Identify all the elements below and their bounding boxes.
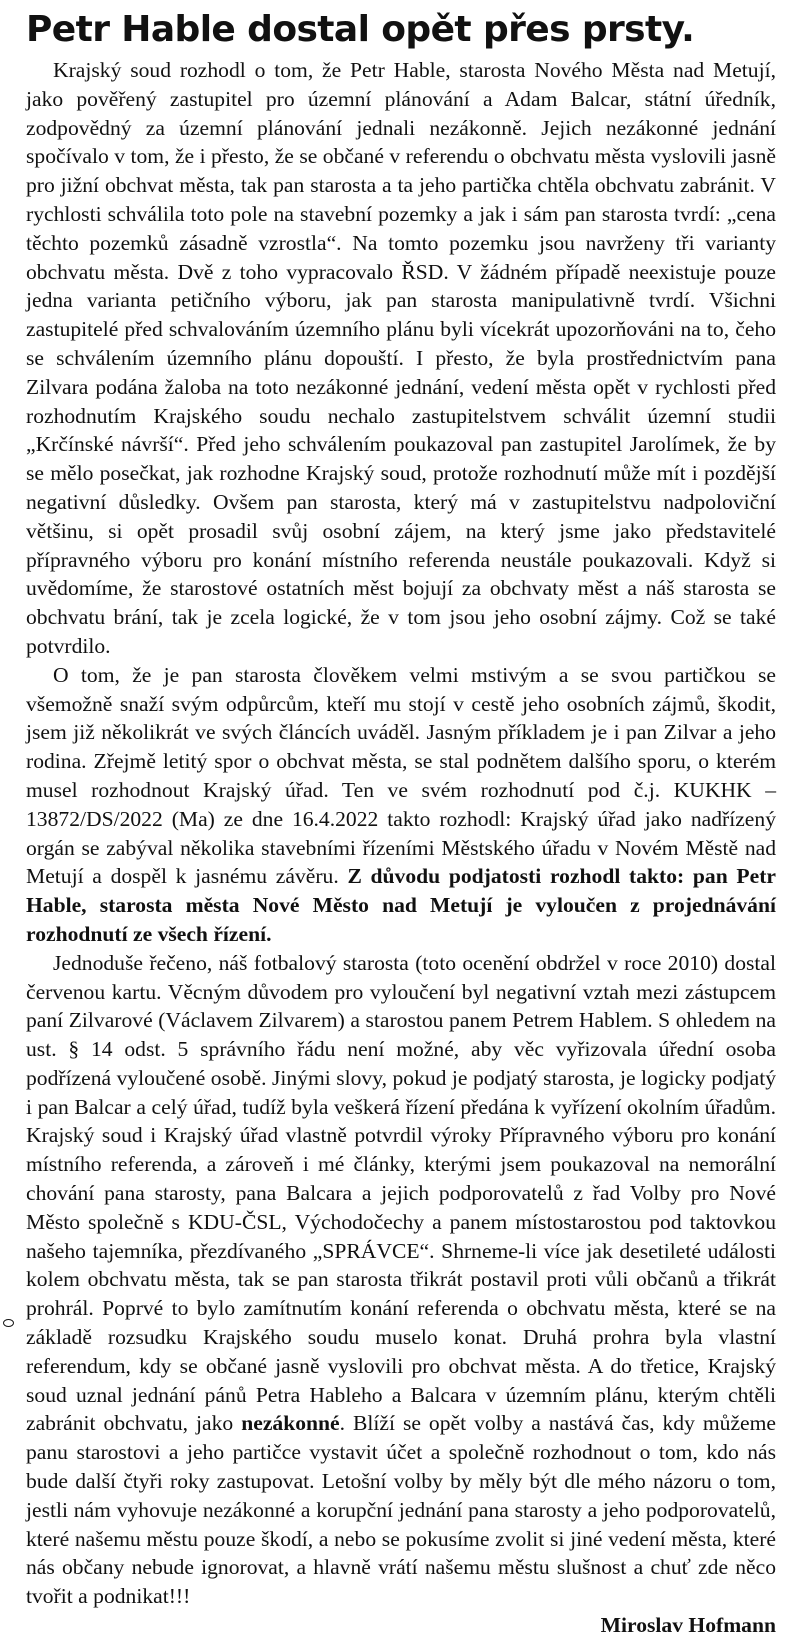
article-body: [26, 56, 776, 1640]
paragraph-1: [26, 56, 776, 661]
paragraph-3-text-part-2: . Blíží se opět volby a nastává čas, kdy můžeme panu starostovi a jeho partičce vystavit účet a společně rozhodnout o tom, kdo nás bude další čtyři roky zastupovat. Letošní volby by měly být dle mého názoru o tom, jestli nám vyhovuje nezákonné a korupční jednání pana starosty a jeho podporovatelů, které našemu městu pouze škodí, a nebo se pokusíme zvolit si jiné vedení města, které nás občany nebude ignorovat, a hlavně vrátí našemu městu slušnost a chuť zde něco tvořit a podnikat!!!: [26, 1411, 776, 1609]
paragraph-3-text-part-1: Jednoduše řečeno, náš fotbalový starosta (toto ocenění obdržel v roce 2010) dostal červenou kartu. Věcným důvodem pro vyloučení byl negativní vztah mezi zástupcem paní Zilvarové (Václavem Zilvarem) a starostou panem Petrem Hablem. S ohledem na ust. § 14 odst. 5 správního řádu není možné, aby věc vyřizovala úřední osoba podřízená vyloučené osobě. Jinými slovy, pokud je podjatý starosta, je logicky podjatý i pan Balcar a celý úřad, tudíž byla veškerá řízení předána k vyřízení okolním úřadům. Krajský soud i Krajský úřad vlastně potvrdil výroky Přípravného výboru pro konání místního referenda, a zároveň i mé články, kterými jsem poukazoval na nemorální chování pana starosty, pana Balcara a jejich podporovatelů z řad Volby pro Nové Město společně s KDU-ČSL, Východočechy a panem místostarostou pod taktovkou našeho tajemníka, přezdívaného „SPRÁVCE“. Shrneme-li více jak desetileté události kolem obchvatu města, tak se pan starosta třikrát postavil proti vůli občanů a třikrát prohrál. Poprvé to bylo zamítnutím konání referenda o obchvatu města, které se na základě rozsudku Krajského soudu muselo konat. Druhá prohra byla vlastní referendum, kdy se občané jasně vyslovili pro obchvat města. A do třetice, Krajský soud uznal jednání pánů Petra Hableho a Balcara v územním plánu, kterým chtěli zabránit obchvatu, jako: [26, 950, 776, 1436]
article-title: Petr Hable dostal opět přes prsty.: [26, 9, 695, 50]
paragraph-1-text: Krajský soud rozhodl o tom, že Petr Hable, starosta Nového Města nad Metují, jako pověřený zastupitel pro územní plánování a Adam Balcar, státní úředník, zodpovědný za územní plánování jednali nezákonně. Jejich nezákonné jednání spočívalo v tom, že i přesto, že se občané v referendu o obchvatu města vyslovili jasně pro jižní obchvat města, tak pan starosta a ta jeho partička chtěla obchvatu zabránit. V rychlosti schválila toto pole na stavební pozemky a jak i sám pan starosta tvrdí: „cena těchto pozemků zásadně vzrostla“. Na tomto pozemku jsou navrženy tři varianty obchvatu města. Dvě z toho vypracovalo ŘSD. V žádném případě neexistuje pouze jedna varianta petičního výboru, jak pan starosta manipulativně tvrdí. Všichni zastupitelé před schvalováním územního plánu byli vícekrát upozorňováni na to, čeho se schválením územního plánu dopouští. I přesto, že byla prostřednictvím pana Zilvara podána žaloba na toto nezákonné jednání, vedení města opět v rychlosti před rozhodnutím Krajského soudu nechalo zastupitelstvem schválit územní studii „Krčínské návrší“. Před jeho schválením poukazoval pan zastupitel Jarolímek, že by se mělo posečkat, jak rozhodne Krajský soud, protože rozhodnutí může mít i pozdější negativní důsledky. Ovšem pan starosta, který má v zastupitelstvu nadpoloviční většinu, si opět prosadil svůj osobní zájem, na který jsme jako představitelé přípravného výboru pro konání místního referenda neustále poukazovali. Když si uvědomíme, že starostové ostatních měst bojují za obchvaty měst a náš starosta se obchvatu brání, tak je zcela logické, že v tom jsou jeho osobní zájmy. Což se také potvrdilo.: [26, 58, 776, 658]
paragraph-2-text: O tom, že je pan starosta člověkem velmi mstivým a se svou partičkou se všemožně snaží svým odpůrcům, kteří mu stojí v cestě jeho osobních zájmů, škodit, jsem již několikrát ve svých článcích uváděl. Jasným příkladem je i pan Zilvar a jeho rodina. Zřejmě letitý spor o obchvat města, se stal podnětem dalšího sporu, o kterém musel rozhodnout Krajský úřad. Ten ve svém rozhodnutí pod č.j. KUKHK – 13872/DS/2022 (Ma) ze dne 16.4.2022 takto rozhodl: Krajský úřad jako nadřízený orgán se zabýval několika stavebními řízeními Městského úřadu v Novém Městě nad Metují a dospěl k jasnému závěru.: [26, 662, 776, 889]
author-signature: Miroslav Hofmann: [600, 1613, 776, 1638]
paragraph-3: [26, 949, 776, 1611]
paragraph-3-bold-text: nezákonné: [241, 1411, 340, 1436]
paragraph-2-bold-text: Z důvodu podjatosti rozhodl takto: pan Petr Hable, starosta města Nové Město nad Metují je vyloučen z projednávání rozhodnutí ze všech řízení.: [26, 864, 776, 946]
margin-circle-mark: [3, 1319, 14, 1327]
paragraph-2: [26, 661, 776, 949]
